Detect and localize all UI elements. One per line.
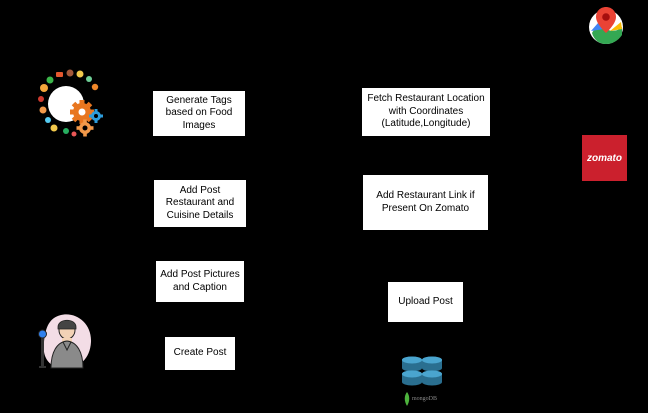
add-details-box: Add Post Restaurant and Cuisine Details: [154, 180, 246, 227]
mongodb-leaf-icon: [404, 392, 410, 406]
google-maps-icon: [588, 5, 624, 45]
upload-post-box: Upload Post: [388, 282, 463, 322]
zomato-wordmark: zomato: [587, 152, 622, 164]
user-icon: [36, 310, 94, 370]
add-zomato-link-box: Add Restaurant Link if Present On Zomato: [363, 175, 488, 230]
generate-tags-box: Generate Tags based on Food Images: [153, 91, 245, 136]
add-pictures-box: Add Post Pictures and Caption: [156, 261, 244, 302]
zomato-logo: [582, 135, 627, 181]
mongodb-wordmark: mongoDB: [412, 396, 438, 402]
food-ai-gears-icon: [36, 68, 106, 138]
mongodb-icon: [396, 354, 456, 410]
create-post-box: Create Post: [165, 337, 235, 370]
fetch-location-box: Fetch Restaurant Location with Coordinates (Latitude,Longitude): [362, 88, 490, 136]
